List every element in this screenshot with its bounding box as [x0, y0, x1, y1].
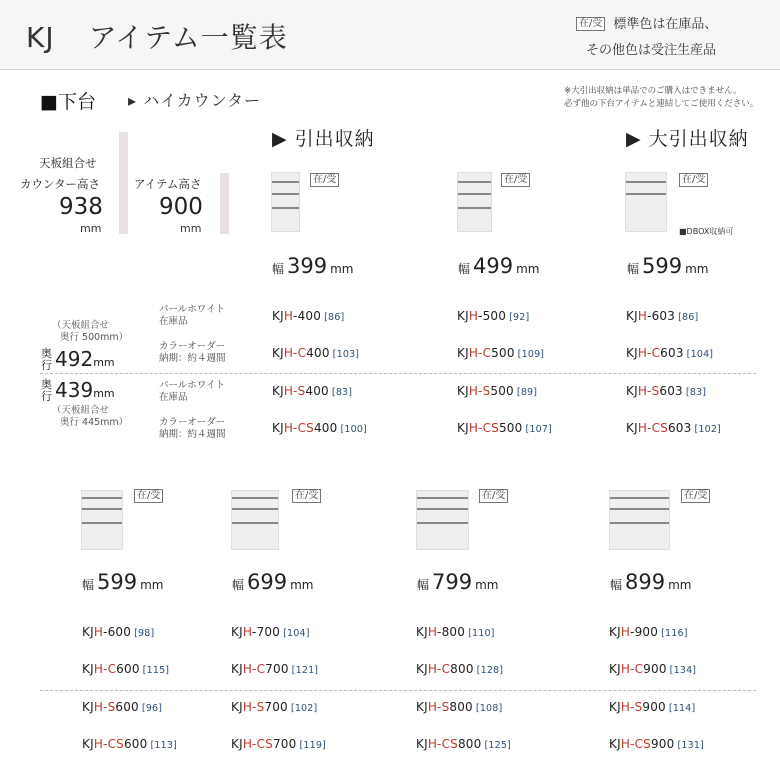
cabinet-icon-700: [231, 490, 279, 550]
model-weight: [125]: [484, 740, 512, 751]
stock-tag-399: 在/受: [310, 173, 339, 187]
row-label-4-line1: カラーオーダー: [159, 417, 226, 428]
model-series: KJ: [272, 346, 284, 360]
model-size: 500: [491, 346, 515, 360]
width-prefix: 幅: [232, 578, 245, 592]
model-type: H-C: [637, 346, 661, 360]
depth1-unit: mm: [93, 356, 115, 369]
model-series: KJ: [626, 346, 638, 360]
model-weight: [116]: [661, 628, 688, 639]
model-size: 400: [306, 346, 330, 360]
model-code: [272, 309, 344, 323]
model-type: H: [637, 309, 648, 323]
depth2-label-1: 奥: [41, 378, 52, 391]
width-prefix: 幅: [417, 578, 430, 592]
model-code: [457, 309, 529, 323]
depth2-value: [55, 378, 115, 402]
model-code: [231, 662, 318, 676]
model-size: 700: [272, 737, 297, 751]
model-type: H-CS: [620, 737, 651, 751]
counter-height-value: 938: [59, 194, 103, 220]
depth2-label-2: 行: [41, 390, 52, 403]
depth1-label-1: 奥: [41, 347, 52, 360]
item-height-value: 900: [159, 194, 203, 220]
model-weight: [83]: [685, 387, 707, 398]
small-note-1: ※大引出収納は単品でのご購入はできません。: [564, 86, 742, 96]
cabinet-icon-499: [457, 172, 492, 232]
divider-bottom: [40, 690, 756, 691]
width-label-399: [272, 254, 354, 278]
model-series: KJ: [272, 421, 284, 435]
model-size: 900: [642, 700, 666, 714]
depth2-paren-1: （天板組合せ: [52, 405, 110, 416]
model-code: [609, 662, 696, 676]
width-number: 699: [247, 570, 288, 594]
model-size: 603: [660, 346, 684, 360]
width-number: 899: [625, 570, 666, 594]
model-size: -600: [103, 625, 132, 639]
depth1-paren-1: （天板組合せ: [52, 320, 110, 331]
group-title-drawer: ▶ 引出収納: [272, 128, 375, 150]
width-number: 599: [97, 570, 138, 594]
model-size: 603: [667, 421, 692, 435]
model-size: 500: [498, 421, 523, 435]
model-series: KJ: [82, 625, 94, 639]
model-weight: [131]: [677, 740, 705, 751]
model-size: 500: [490, 384, 514, 398]
model-series: KJ: [457, 309, 469, 323]
model-code: [272, 346, 359, 360]
model-code: [416, 662, 503, 676]
model-weight: [134]: [669, 665, 697, 676]
model-series: KJ: [272, 384, 284, 398]
model-code: [82, 662, 169, 676]
model-code: [626, 346, 713, 360]
model-type: H-S: [427, 700, 450, 714]
model-weight: [100]: [340, 424, 368, 435]
model-size: 400: [313, 421, 338, 435]
stock-tag-603: 在/受: [679, 173, 708, 187]
counter-label-2: カウンター高さ: [20, 177, 101, 191]
model-type: H-C: [283, 346, 307, 360]
width-label-499: [458, 254, 540, 278]
model-code: [609, 625, 688, 639]
model-code: [457, 421, 552, 435]
model-size: -800: [437, 625, 466, 639]
stock-tag-800: 在/受: [479, 489, 508, 503]
model-size: 800: [457, 737, 482, 751]
section-title: ■下台: [40, 91, 96, 113]
model-weight: [98]: [134, 628, 155, 639]
item-height-unit: mm: [180, 222, 202, 235]
model-code: [82, 625, 154, 639]
model-series: KJ: [626, 421, 638, 435]
model-code: [231, 737, 326, 751]
item-height-bar: [220, 173, 229, 234]
model-weight: [107]: [525, 424, 553, 435]
width-number: 599: [642, 254, 683, 278]
model-series: KJ: [609, 625, 621, 639]
model-series: KJ: [416, 625, 428, 639]
model-weight: [89]: [516, 387, 538, 398]
model-code: [82, 737, 177, 751]
model-type: H-S: [620, 700, 643, 714]
model-code: [416, 737, 511, 751]
model-series: KJ: [416, 737, 428, 751]
model-weight: [119]: [299, 740, 327, 751]
model-weight: [108]: [475, 703, 503, 714]
stock-tag-499: 在/受: [501, 173, 530, 187]
page-title: [26, 16, 288, 56]
model-code: [231, 625, 310, 639]
title-text: アイテム一覧表: [88, 21, 288, 54]
row-label-4-line2: 納期：約４週間: [159, 429, 226, 440]
model-code: [626, 421, 721, 435]
model-size: -400: [293, 309, 322, 323]
model-weight: [102]: [290, 703, 318, 714]
model-series: KJ: [609, 737, 621, 751]
row-label-3-line2: 在庫品: [159, 392, 188, 403]
model-size: 603: [659, 384, 683, 398]
model-weight: [103]: [332, 349, 360, 360]
model-code: [416, 700, 502, 714]
stock-note-line2: その他色は受注生産品: [586, 43, 717, 58]
model-type: H: [468, 309, 479, 323]
model-weight: [104]: [686, 349, 714, 360]
model-weight: [104]: [283, 628, 310, 639]
width-unit: mm: [668, 578, 692, 592]
model-size: 600: [115, 700, 139, 714]
width-unit: mm: [290, 578, 314, 592]
width-label-600: [82, 570, 164, 594]
model-type: H-CS: [93, 737, 124, 751]
width-number: 799: [432, 570, 473, 594]
model-type: H-S: [468, 384, 491, 398]
model-code: [416, 625, 495, 639]
model-type: H: [283, 309, 294, 323]
width-prefix: 幅: [610, 578, 623, 592]
model-code: [272, 421, 367, 435]
model-series: KJ: [416, 700, 428, 714]
model-weight: [128]: [476, 665, 504, 676]
model-size: 700: [264, 700, 288, 714]
model-code: [626, 384, 706, 398]
model-type: H-CS: [283, 421, 314, 435]
width-number: 499: [473, 254, 514, 278]
model-type: H-C: [242, 662, 266, 676]
model-type: H-C: [468, 346, 492, 360]
model-series: KJ: [609, 662, 621, 676]
width-label-900: [610, 570, 692, 594]
model-series: KJ: [272, 309, 284, 323]
cabinet-icon-603: [625, 172, 667, 232]
model-type: H-CS: [468, 421, 499, 435]
width-unit: mm: [140, 578, 164, 592]
model-series: KJ: [416, 662, 428, 676]
stock-note-text: 標準色は在庫品、: [613, 17, 718, 32]
width-unit: mm: [516, 262, 540, 276]
model-type: H-CS: [242, 737, 273, 751]
model-series: KJ: [609, 700, 621, 714]
model-size: 900: [650, 737, 675, 751]
model-code: [609, 737, 704, 751]
counter-height-bar: [119, 132, 128, 234]
stock-tag-600: 在/受: [134, 489, 163, 503]
depth2-unit: mm: [93, 387, 115, 400]
model-size: -700: [252, 625, 281, 639]
model-series: KJ: [457, 346, 469, 360]
stock-tag: 在/受: [576, 17, 605, 31]
model-size: 700: [265, 662, 289, 676]
cabinet-icon-900: [609, 490, 670, 550]
model-code: [82, 700, 162, 714]
model-type: H-S: [242, 700, 265, 714]
model-size: -500: [478, 309, 507, 323]
model-weight: [102]: [694, 424, 722, 435]
width-prefix: 幅: [627, 262, 640, 276]
model-code: [457, 346, 544, 360]
model-code: [626, 309, 698, 323]
model-type: H: [93, 625, 104, 639]
row-label-3-line1: パールホワイト: [159, 380, 226, 391]
model-series: KJ: [626, 309, 638, 323]
model-series: KJ: [231, 662, 243, 676]
model-code: [272, 384, 352, 398]
depth1-value: [55, 347, 115, 371]
width-prefix: 幅: [272, 262, 285, 276]
model-type: H-CS: [637, 421, 668, 435]
model-series: KJ: [457, 421, 469, 435]
model-code: [457, 384, 537, 398]
row-label-1-line2: 在庫品: [159, 316, 188, 327]
model-weight: [86]: [678, 312, 699, 323]
width-unit: mm: [330, 262, 354, 276]
model-type: H-C: [93, 662, 117, 676]
model-series: KJ: [457, 384, 469, 398]
cabinet-icon-600: [81, 490, 123, 550]
model-size: 400: [305, 384, 329, 398]
model-weight: [96]: [141, 703, 163, 714]
model-series: KJ: [82, 662, 94, 676]
model-series: KJ: [231, 737, 243, 751]
stock-tag-700: 在/受: [292, 489, 321, 503]
model-series: KJ: [231, 700, 243, 714]
model-series: KJ: [231, 625, 243, 639]
model-type: H: [427, 625, 438, 639]
width-label-603: [627, 254, 709, 278]
model-size: 600: [116, 662, 140, 676]
model-type: H: [242, 625, 253, 639]
width-number: 399: [287, 254, 328, 278]
depth1-label-2: 行: [41, 359, 52, 372]
row-label-1-line1: パールホワイト: [159, 304, 226, 315]
depth1-paren-2: 奥行 500mm）: [60, 332, 129, 343]
depth1-number: 492: [55, 347, 94, 371]
model-weight: [86]: [324, 312, 345, 323]
width-unit: mm: [685, 262, 709, 276]
model-type: H-CS: [427, 737, 458, 751]
model-series: KJ: [626, 384, 638, 398]
small-note-2: 必ず他の下台アイテムと連結してご使用ください。: [564, 99, 759, 109]
width-label-700: [232, 570, 314, 594]
model-weight: [113]: [150, 740, 178, 751]
model-series: KJ: [82, 700, 94, 714]
model-type: H: [620, 625, 631, 639]
model-type: H-S: [283, 384, 306, 398]
model-weight: [115]: [142, 665, 170, 676]
width-unit: mm: [475, 578, 499, 592]
section-subtitle: ▸ ハイカウンター: [128, 91, 261, 110]
model-weight: [110]: [468, 628, 495, 639]
width-prefix: 幅: [82, 578, 95, 592]
cabinet-icon-399: [271, 172, 300, 232]
brand-name: KJ: [26, 21, 55, 54]
model-size: 800: [449, 700, 473, 714]
model-weight: [109]: [517, 349, 545, 360]
model-size: -900: [630, 625, 659, 639]
group-title-large-drawer: ▶ 大引出収納: [626, 128, 749, 150]
model-code: [609, 700, 695, 714]
depth2-paren-2: 奥行 445mm）: [60, 417, 129, 428]
model-size: 900: [643, 662, 667, 676]
model-size: 600: [123, 737, 148, 751]
model-type: H-C: [427, 662, 451, 676]
depth2-number: 439: [55, 378, 94, 402]
dbox-note: ■DBOX収納可: [679, 227, 734, 236]
model-size: 800: [450, 662, 474, 676]
cabinet-icon-800: [416, 490, 469, 550]
model-weight: [92]: [509, 312, 530, 323]
row-label-2-line1: カラーオーダー: [159, 341, 226, 352]
model-series: KJ: [82, 737, 94, 751]
row-label-2-line2: 納期：約４週間: [159, 353, 226, 364]
model-type: H-S: [637, 384, 660, 398]
model-type: H-C: [620, 662, 644, 676]
width-prefix: 幅: [458, 262, 471, 276]
stock-tag-900: 在/受: [681, 489, 710, 503]
counter-label-1: 天板組合せ: [39, 156, 97, 170]
model-weight: [114]: [668, 703, 696, 714]
item-height-label: アイテム高さ: [134, 177, 202, 191]
stock-note-line1: [576, 13, 717, 32]
model-size: -603: [647, 309, 676, 323]
counter-height-unit: mm: [80, 222, 102, 235]
width-label-800: [417, 570, 499, 594]
model-weight: [83]: [331, 387, 353, 398]
model-code: [231, 700, 317, 714]
divider-top: [40, 373, 756, 374]
model-type: H-S: [93, 700, 116, 714]
model-weight: [121]: [291, 665, 319, 676]
